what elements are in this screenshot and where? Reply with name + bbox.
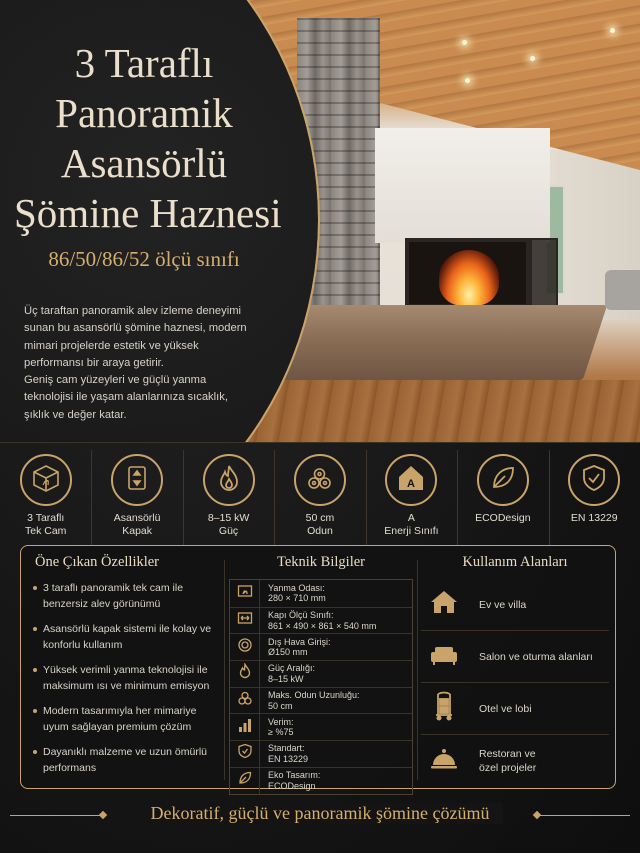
table-row: Yanma Odası: 280 × 710 mm (230, 580, 412, 607)
table-row: Eko Tasarım: ECODesign (230, 767, 412, 794)
usage-title: Kullanım Alanları (462, 554, 568, 570)
flame-icon (237, 663, 253, 684)
table-row: Verim: ≥ %75 (230, 713, 412, 740)
list-item: Otel ve lobi (421, 683, 609, 735)
air-inlet-icon (237, 637, 253, 658)
firebox (405, 238, 530, 308)
shield-check-icon (579, 463, 609, 498)
svg-text:A: A (407, 477, 416, 490)
table-row: Maks. Odun Uzunluğu: 50 cm (230, 687, 412, 714)
cloche-icon (429, 744, 459, 779)
badge-energy-class: A A Enerji Sınıfı (366, 442, 457, 542)
badge-lift-door: Asansörlü Kapak (91, 442, 182, 542)
flame-icon (214, 463, 244, 498)
badge-three-sided: 3 Taraflı Tek Cam (0, 442, 91, 542)
leaf-icon (488, 463, 518, 498)
list-item: Asansörlü kapak sistemi ile kolay ve konforlu kullanım (27, 622, 227, 653)
tech-table (229, 579, 413, 795)
description: Üç taraftan panoramik alev izleme deneyimi sunan bu asansörlü şömine haznesi, modern mimari projelerde estetik ve yüksek performansı bir araya getirir. Geniş cam yüzeyleri ve güçlü yanma teknolojisi ile yaşam alanlarınıza sıcaklık, şıklık ve değer katar. (24, 305, 247, 421)
badge-wood-length: 50 cm Odun (274, 442, 365, 542)
feature-badges (0, 442, 640, 542)
list-item: Yüksek verimli yanma teknolojisi ile maksimum ısı ve minimum emisyon (27, 663, 227, 694)
logs-icon (237, 690, 253, 711)
fireplace-hood (375, 128, 550, 243)
tech-specs-column (229, 554, 413, 795)
leaf-icon (237, 770, 253, 791)
footer-slogan: Dekoratif, güçlü ve panoramik şömine çözümü (137, 803, 504, 824)
page-title: 3 Taraflı Panoramik Asansörlü Şömine Haznesi (14, 40, 282, 236)
tech-title: Teknik Bilgiler (277, 554, 365, 570)
logs-icon (305, 463, 335, 498)
badge-standard: EN 13229 (549, 442, 640, 542)
size-class-subtitle: 86/50/86/52 ölçü sınıfı (48, 247, 240, 271)
list-item: Dayanıklı malzeme ve uzun ömürlü performans (27, 745, 227, 776)
sofa-icon (429, 639, 459, 674)
usage-column (421, 554, 609, 787)
stone-hearth (263, 305, 607, 380)
energy-house-icon (396, 463, 426, 498)
badge-ecodesign: ECODesign (457, 442, 548, 542)
table-row: Standart: EN 13229 (230, 740, 412, 767)
features-column (27, 554, 227, 776)
info-panel (20, 545, 616, 789)
luggage-cart-icon (429, 691, 459, 726)
list-item: Restoran ve özel projeler (421, 735, 609, 787)
efficiency-bars-icon (237, 717, 253, 738)
footer (0, 795, 640, 837)
lift-arrows-icon (122, 463, 152, 498)
table-row: Güç Aralığı: 8–15 kW (230, 660, 412, 687)
list-item: Salon ve oturma alanları (421, 631, 609, 683)
door-size-icon (237, 610, 253, 631)
cube-icon (31, 463, 61, 498)
shield-check-icon (237, 743, 253, 764)
firebox-icon (237, 583, 253, 604)
list-item: Ev ve villa (421, 579, 609, 631)
flame (439, 250, 499, 306)
badge-power: 8–15 kW Güç (183, 442, 274, 542)
house-icon (429, 587, 459, 622)
table-row: Dış Hava Girişi: Ø150 mm (230, 633, 412, 660)
features-title: Öne Çıkan Özellikler (35, 554, 160, 570)
list-item: 3 taraflı panoramik tek cam ile benzersiz alev görünümü (27, 581, 227, 612)
list-item: Modern tasarımıyla her mimariye uyum sağlayan premium çözüm (27, 704, 227, 735)
table-row: Kapı Ölçü Sınıfı: 861 × 490 × 861 × 540 mm (230, 607, 412, 634)
